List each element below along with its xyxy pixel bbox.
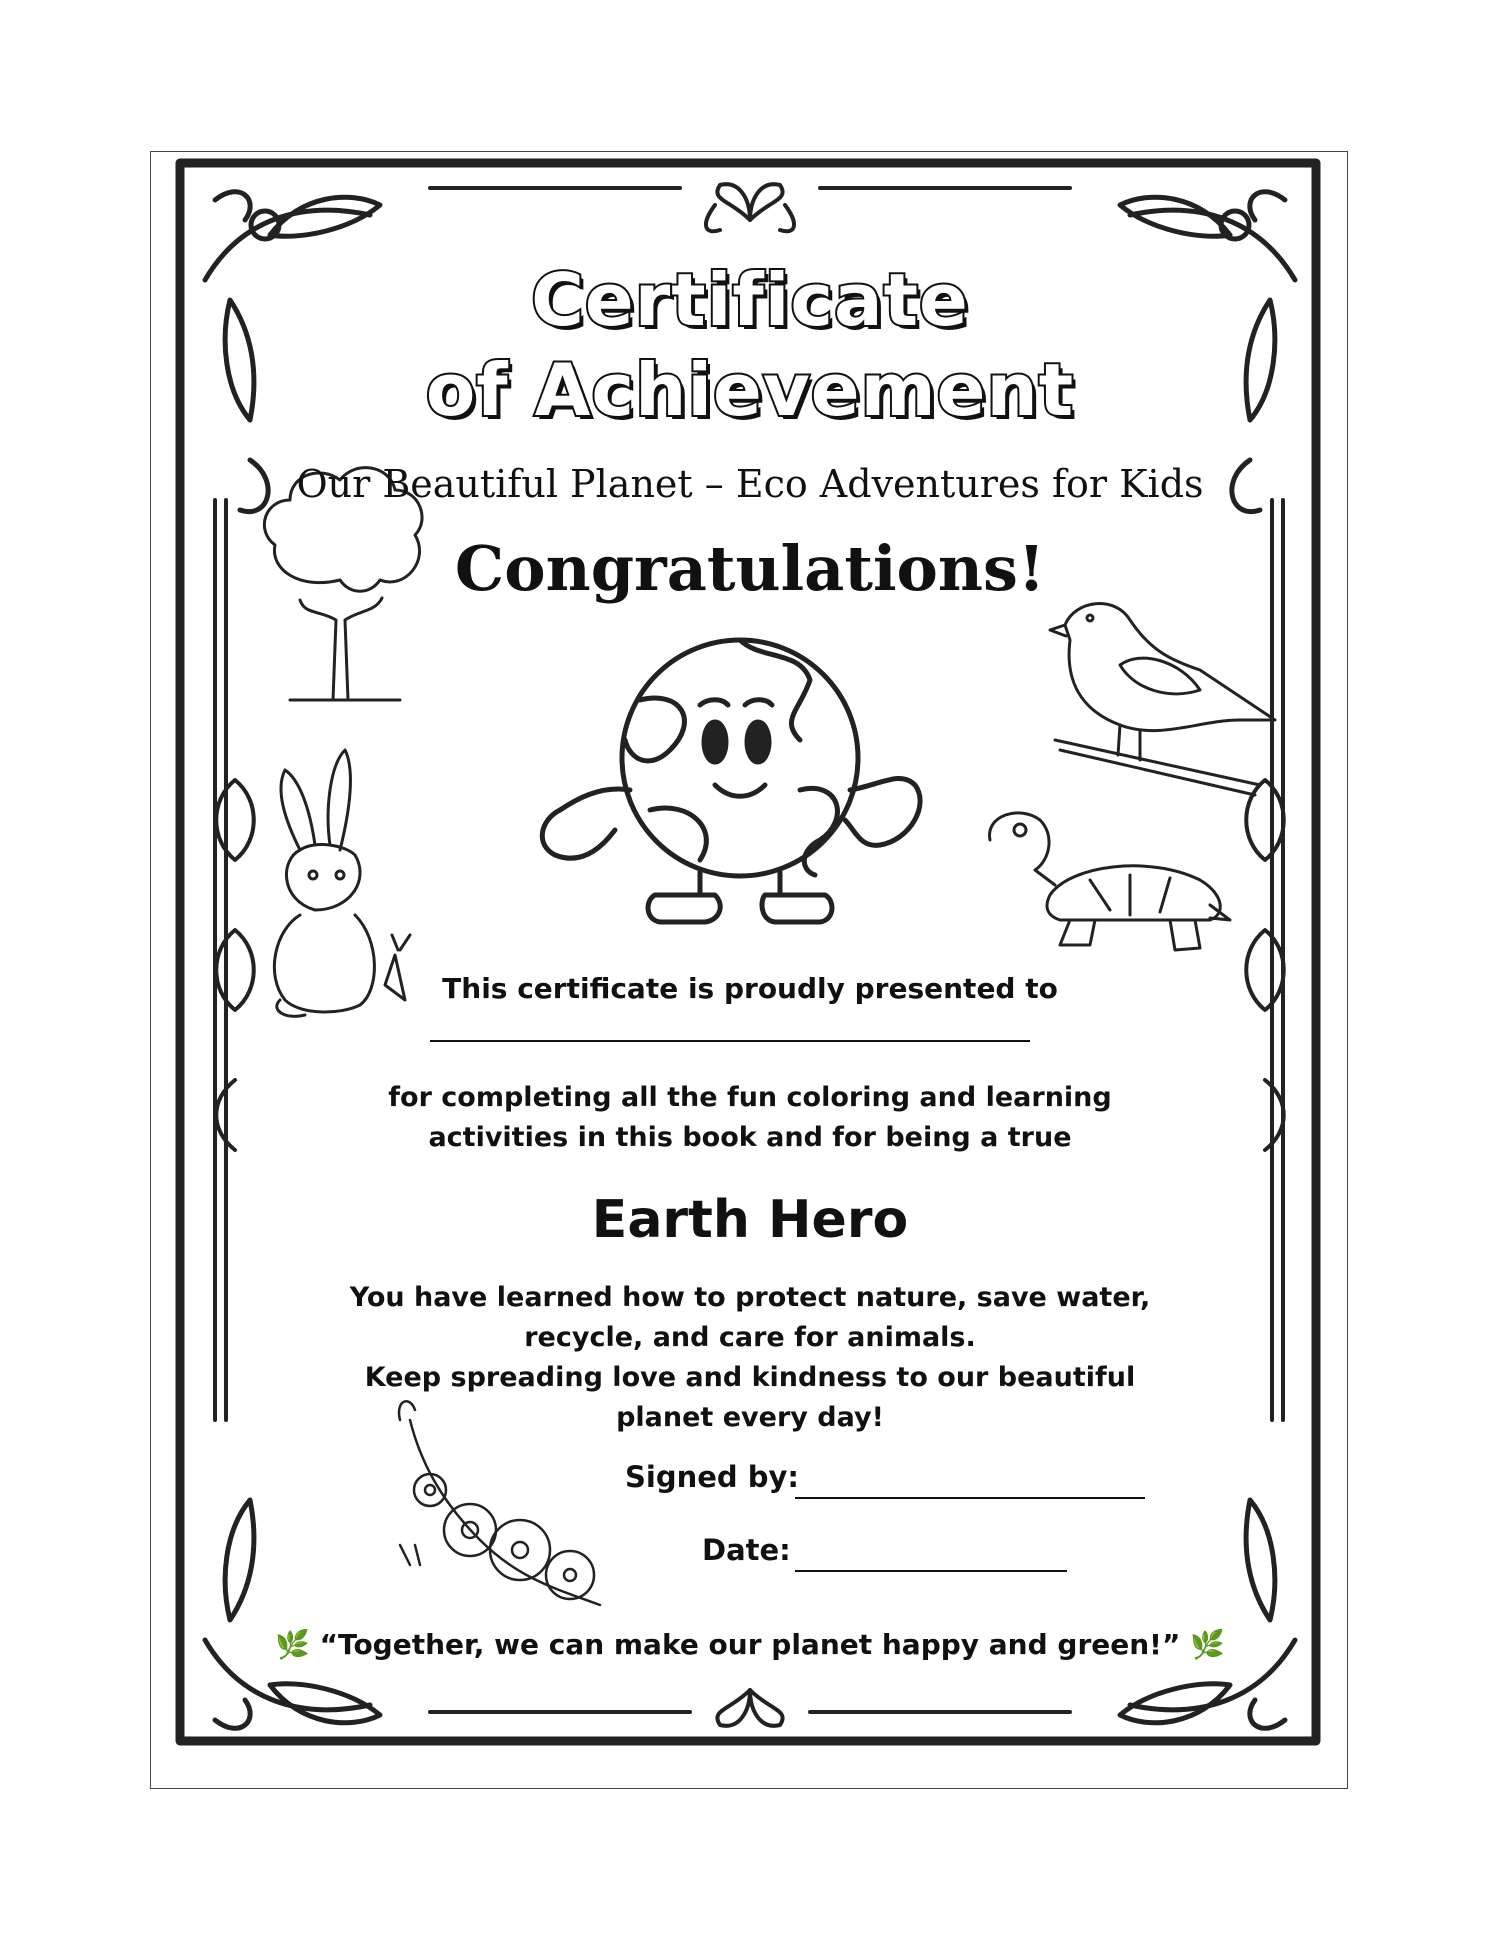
closing-quote xyxy=(0,1628,1500,1661)
message-text xyxy=(0,1278,1500,1438)
certificate-title-line2: of Achievement xyxy=(425,348,1075,432)
ornament-bottom-right xyxy=(1120,1500,1295,1728)
earth-mascot-icon xyxy=(542,640,920,922)
sprig-icon: 🌿 xyxy=(1190,1628,1225,1661)
signed-by-label: Signed by: xyxy=(625,1460,800,1494)
bird-icon xyxy=(1050,604,1275,795)
award-title: Earth Hero xyxy=(591,1190,909,1250)
message-line-1: You have learned how to protect nature, save water, xyxy=(349,1282,1151,1313)
message-line-3: Keep spreading love and kindness to our beautiful xyxy=(364,1362,1136,1393)
greeting-heading: Congratulations! xyxy=(454,532,1046,605)
certificate-title-line1: Certificate xyxy=(531,258,969,342)
reason-text xyxy=(0,1078,1500,1158)
ornament-bottom-center xyxy=(717,1690,782,1726)
recipient-name-line[interactable] xyxy=(430,1040,1030,1042)
ornament-top-center xyxy=(706,184,794,231)
quote-text: “Together, we can make our planet happy and green!” xyxy=(319,1628,1181,1661)
date-line[interactable] xyxy=(795,1570,1067,1572)
presented-to-text: This certificate is proudly presented to xyxy=(442,972,1058,1005)
signature-line[interactable] xyxy=(795,1497,1145,1499)
ornament-bottom-left xyxy=(205,1500,380,1728)
turtle-icon xyxy=(990,813,1230,950)
date-label: Date: xyxy=(702,1533,791,1567)
message-line-4: planet every day! xyxy=(616,1402,884,1433)
sprig-icon: 🌿 xyxy=(275,1628,310,1661)
reason-line-2: activities in this book and for being a true xyxy=(428,1122,1072,1153)
reason-line-1: for completing all the fun coloring and learning xyxy=(388,1082,1112,1113)
message-line-2: recycle, and care for animals. xyxy=(524,1322,976,1353)
certificate-subtitle: Our Beautiful Planet – Eco Adventures for Kids xyxy=(296,462,1204,506)
